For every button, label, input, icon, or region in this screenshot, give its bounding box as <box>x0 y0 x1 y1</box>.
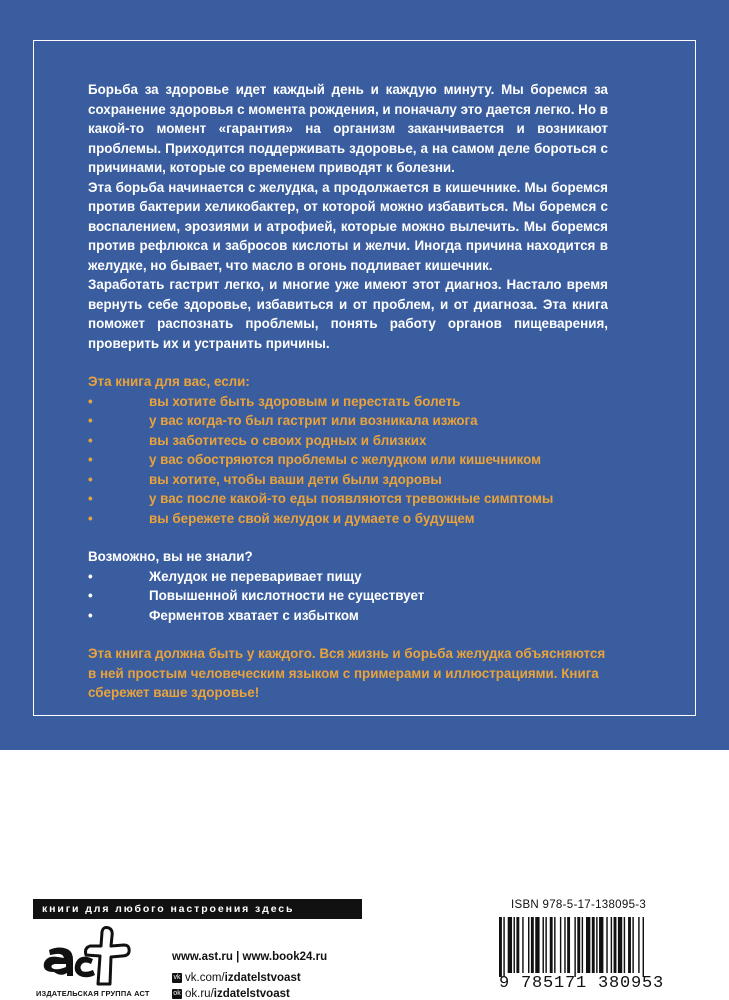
list-item <box>88 606 608 626</box>
barcode-bar <box>632 917 633 973</box>
barcode-bar <box>550 917 553 973</box>
intro <box>88 80 608 353</box>
bullet-icon: • <box>88 568 93 584</box>
barcode-bar <box>624 917 625 973</box>
barcode-bar <box>577 917 580 973</box>
list-item <box>88 431 608 451</box>
list-item <box>88 450 608 470</box>
barcode-bar <box>628 917 631 973</box>
barcode-bar <box>545 917 546 973</box>
barcode-bar <box>596 917 597 973</box>
list-item <box>88 392 608 412</box>
barcode-bar <box>567 917 570 973</box>
intro-paragraph: Борьба за здоровье идет каждый день и каждую минуту. Мы боремся за сохранение здоровья с момента рождения, и поначалу это дается легко. Но в какой-то момент «гарантия» на организм заканчивается и возникают проблемы. Приходится поддерживать здоровье, а на самом деле бороться с причинами, которые со временем приводят к болезни. <box>88 82 608 175</box>
barcode-bar <box>514 917 515 973</box>
list-item-text: Желудок не переваривает пищу <box>149 568 362 584</box>
bullet-icon: • <box>88 491 93 506</box>
intro-paragraph: Заработать гастрит легко, и многие уже имеют этот диагноз. Настало время вернуть себе здоровье, избавиться и от проблем, и от диагноза. Эта книга поможет распознать проблемы, понять работу органов пищеварения, проверить их и устранить причины. <box>88 277 608 351</box>
for-you-list <box>88 392 608 529</box>
barcode-bar <box>508 917 512 973</box>
barcode-bar <box>599 917 603 973</box>
annotation-text <box>88 80 608 703</box>
vk-link[interactable] <box>172 972 301 984</box>
bullet-icon: • <box>88 432 93 448</box>
list-item <box>88 567 608 587</box>
ok-prefix: ok.ru/ <box>185 988 214 1000</box>
bullet-icon: • <box>88 510 93 526</box>
list-item-text: у вас когда-то был гастрит или возникала изжога <box>149 413 478 428</box>
list-item-text: вы хотите, чтобы ваши дети были здоровы <box>149 471 442 487</box>
ok-icon: ok <box>173 989 181 997</box>
ok-link[interactable] <box>172 988 290 1000</box>
barcode-bar <box>618 917 622 973</box>
bullet-icon: • <box>88 588 93 603</box>
for-you-section <box>88 372 608 528</box>
list-item <box>88 586 608 606</box>
closing-section <box>88 644 608 703</box>
for-you-heading: Эта книга для вас, если: <box>88 374 250 389</box>
list-item-text: вы заботитесь о своих родных и близких <box>149 432 427 448</box>
slogan-bar: книги для любого настроения здесь <box>33 899 362 919</box>
barcode-bar <box>531 917 534 973</box>
barcode-bar <box>582 917 583 973</box>
barcode-bar <box>554 917 555 973</box>
intro-paragraph: Эта борьба начинается с желудка, а продолжается в кишечнике. Мы боремся против бактерии хеликобактер, от которой можно избавиться. Мы боремся с воспалением, эрозиями и атрофией, которые можно вылечить. Мы боремся против рефлюкса и забросов кислоты и желчи. Иногда причина находится в желудке, но бывает, что масло в огонь подливает кишечник. <box>88 179 608 273</box>
list-item-text: у вас после какой-то еды появляются тревожные симптомы <box>149 491 554 506</box>
list-item <box>88 509 608 529</box>
barcode-bar <box>516 917 519 973</box>
barcode-bar <box>606 917 607 973</box>
bullet-icon: • <box>88 452 93 467</box>
list-item-text: у вас обостряются проблемы с желудком или кишечником <box>149 452 542 467</box>
ok-name: izdatelstvoast <box>213 988 290 1000</box>
vk-name: izdatelstvoast <box>224 972 301 984</box>
websites: www.ast.ru | www.book24.ru <box>172 951 328 963</box>
did-you-know-section <box>88 547 608 625</box>
list-item <box>88 470 608 490</box>
barcode-bar <box>574 917 575 977</box>
isbn: ISBN 978-5-17-138095-3 <box>511 899 647 911</box>
barcode-bar <box>586 917 590 973</box>
did-you-know-heading: Возможно, вы не знали? <box>88 549 253 564</box>
barcode-bar <box>543 917 544 973</box>
did-you-know-list <box>88 567 608 626</box>
barcode-bar <box>503 917 504 977</box>
barcode-bar <box>564 917 565 973</box>
ast-logo <box>40 926 140 988</box>
barcode-bar <box>499 917 502 977</box>
barcode-bar <box>614 917 617 973</box>
list-item <box>88 489 608 509</box>
barcode-bar <box>522 917 523 973</box>
vk-prefix: vk.com/ <box>185 972 225 984</box>
list-item-text: вы хотите быть здоровым и перестать болеть <box>149 393 461 409</box>
barcode-bar <box>643 917 644 977</box>
barcode-bar <box>638 917 639 973</box>
list-item <box>88 411 608 431</box>
list-item-text: вы бережете свой желудок и думаете о будущем <box>149 510 475 526</box>
list-item-text: Повышенной кислотности не существует <box>149 588 425 603</box>
barcode-bar <box>528 917 529 973</box>
list-item-text: Ферментов хватает с избытком <box>149 607 359 623</box>
bullet-icon: • <box>88 471 93 487</box>
barcode-bar <box>611 917 612 973</box>
barcode <box>497 917 697 977</box>
publisher-caption: ИЗДАТЕЛЬСКАЯ ГРУППА АСТ <box>36 989 150 998</box>
barcode-bar <box>592 917 595 973</box>
closing-text: Эта книга должна быть у каждого. Вся жизнь и борьба желудка объясняются в ней простым человеческим языком с примерами и иллюстрациями. Книга сбережет ваше здоровье! <box>88 646 606 700</box>
barcode-bar <box>535 917 539 973</box>
bullet-icon: • <box>88 607 93 623</box>
barcode-bar <box>560 917 561 973</box>
bullet-icon: • <box>88 393 93 409</box>
barcode-number: 9 785171 380953 <box>499 974 665 993</box>
bullet-icon: • <box>88 413 93 428</box>
vk-icon: vk <box>173 973 181 981</box>
